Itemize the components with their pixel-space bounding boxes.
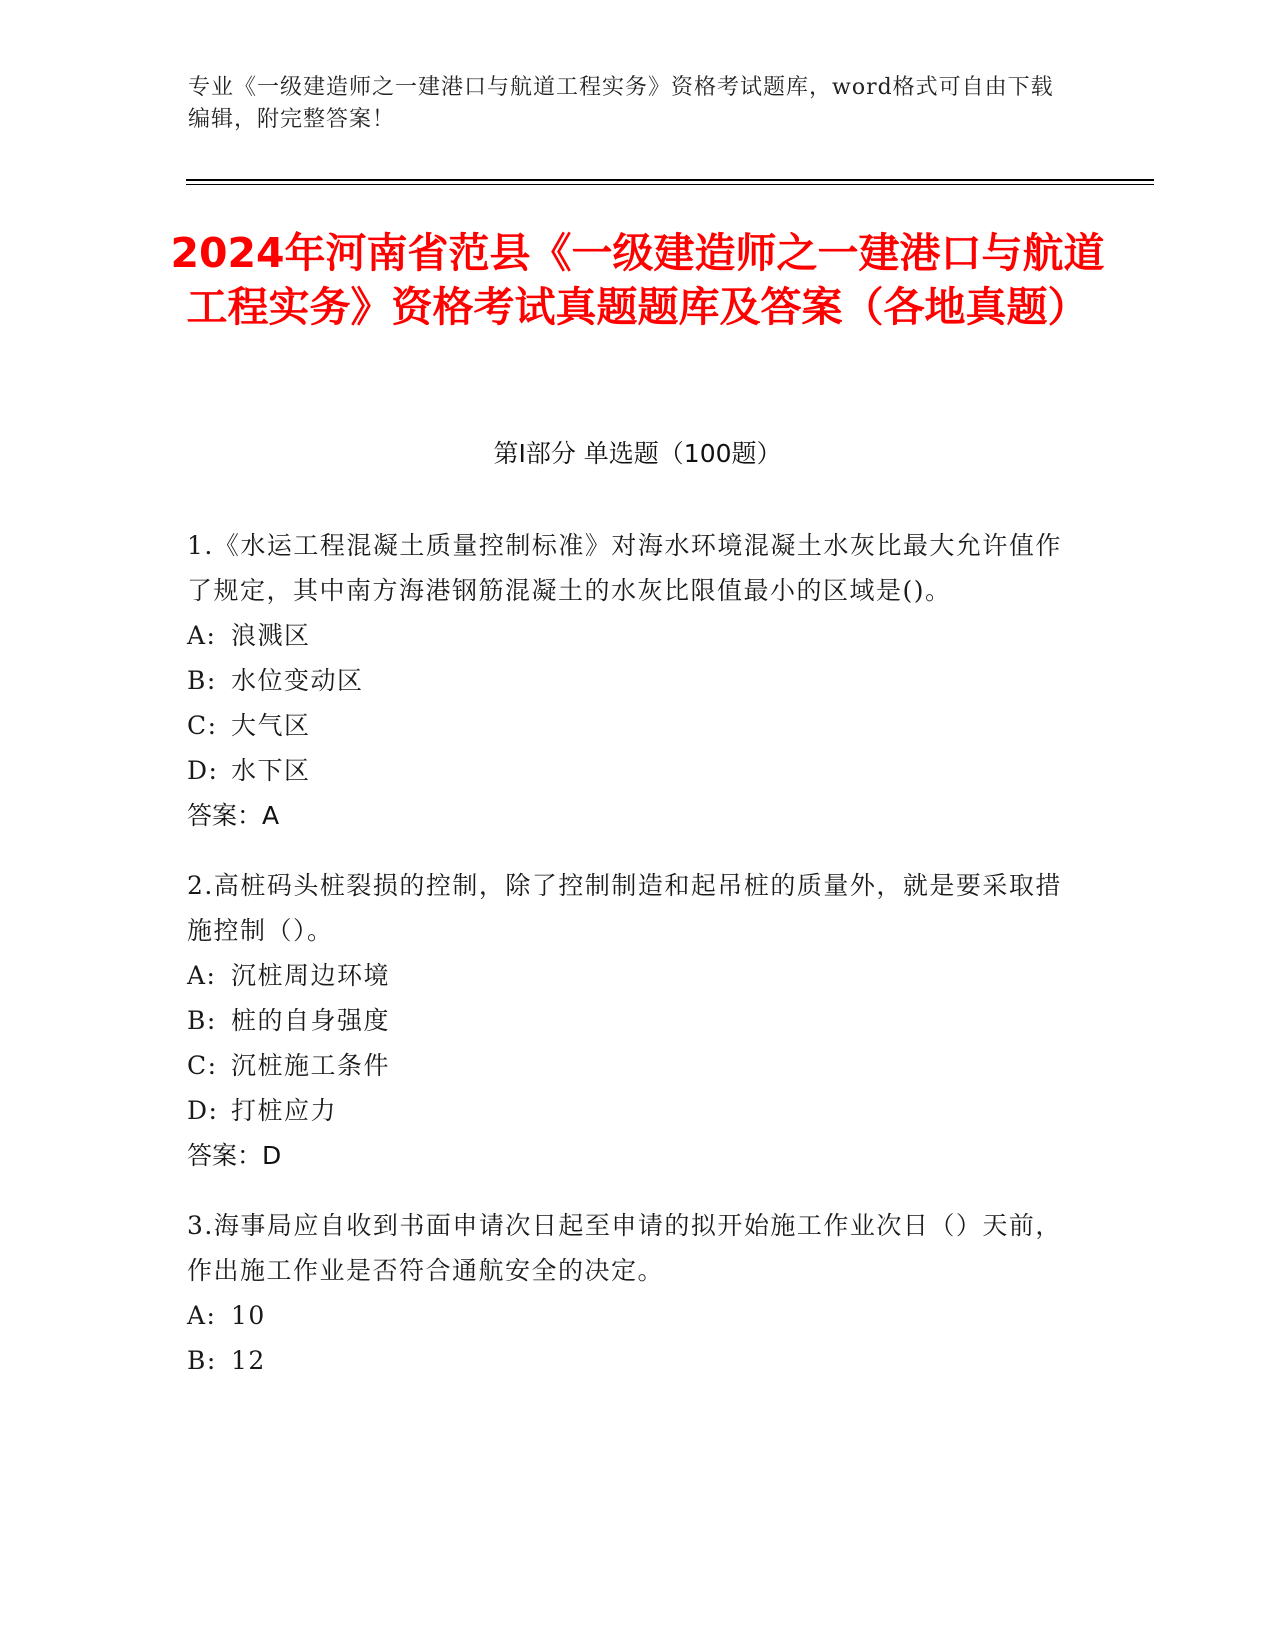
option-key: B: [187, 666, 217, 695]
option-a [187, 1293, 1067, 1338]
option-b [187, 1338, 1067, 1383]
header-note: 专业《一级建造师之一建港口与航道工程实务》资格考试题库，word格式可自由下载编辑，附完整答案！ [188, 75, 1054, 132]
option-a [187, 613, 1067, 658]
option-text: 沉桩施工条件 [231, 1051, 391, 1080]
option-b [187, 658, 1067, 703]
document-title: 2024年河南省范县《一级建造师之一建港口与航道工程实务》资格考试真题题库及答案（各地真题） [170, 229, 1105, 331]
question-list [187, 523, 1067, 1408]
option-text: 浪溅区 [231, 621, 311, 650]
answer-line: 答案：A [187, 801, 280, 830]
option-key: C: [187, 1051, 218, 1080]
option-b [187, 998, 1067, 1043]
option-key: A: [187, 961, 217, 990]
option-c [187, 703, 1067, 748]
option-text: 桩的自身强度 [231, 1006, 391, 1035]
question-stem: 3.海事局应自收到书面申请次日起至申请的拟开始施工作业次日（）天前，作出施工作业是否符合通航安全的决定。 [187, 1211, 1062, 1285]
option-key: B: [187, 1006, 217, 1035]
question-stem: 1.《水运工程混凝土质量控制标准》对海水环境混凝土水灰比最大允许值作了规定，其中南方海港钢筋混凝土的水灰比限值最小的区域是()。 [187, 531, 1062, 605]
header-divider-thick [186, 179, 1154, 181]
option-text: 打桩应力 [231, 1096, 338, 1125]
option-d [187, 748, 1067, 793]
option-text: 水下区 [231, 756, 311, 785]
option-key: A: [187, 1301, 217, 1330]
option-text: 10 [231, 1301, 266, 1330]
option-key: B: [187, 1346, 217, 1375]
option-text: 水位变动区 [231, 666, 364, 695]
option-text: 沉桩周边环境 [231, 961, 391, 990]
header-divider-thin [186, 184, 1154, 185]
option-key: D: [187, 756, 219, 785]
option-a [187, 953, 1067, 998]
question-2 [187, 863, 1067, 1178]
option-text: 大气区 [231, 711, 311, 740]
question-1 [187, 523, 1067, 838]
question-stem: 2.高桩码头桩裂损的控制，除了控制制造和起吊桩的质量外，就是要采取措施控制（）。 [187, 871, 1062, 945]
option-key: C: [187, 711, 218, 740]
section-title: 第I部分 单选题（100题） [493, 439, 782, 468]
option-c [187, 1043, 1067, 1088]
option-text: 12 [231, 1346, 266, 1375]
answer-line: 答案：D [187, 1141, 282, 1170]
question-3 [187, 1203, 1067, 1383]
option-d [187, 1088, 1067, 1133]
option-key: A: [187, 621, 217, 650]
option-key: D: [187, 1096, 219, 1125]
